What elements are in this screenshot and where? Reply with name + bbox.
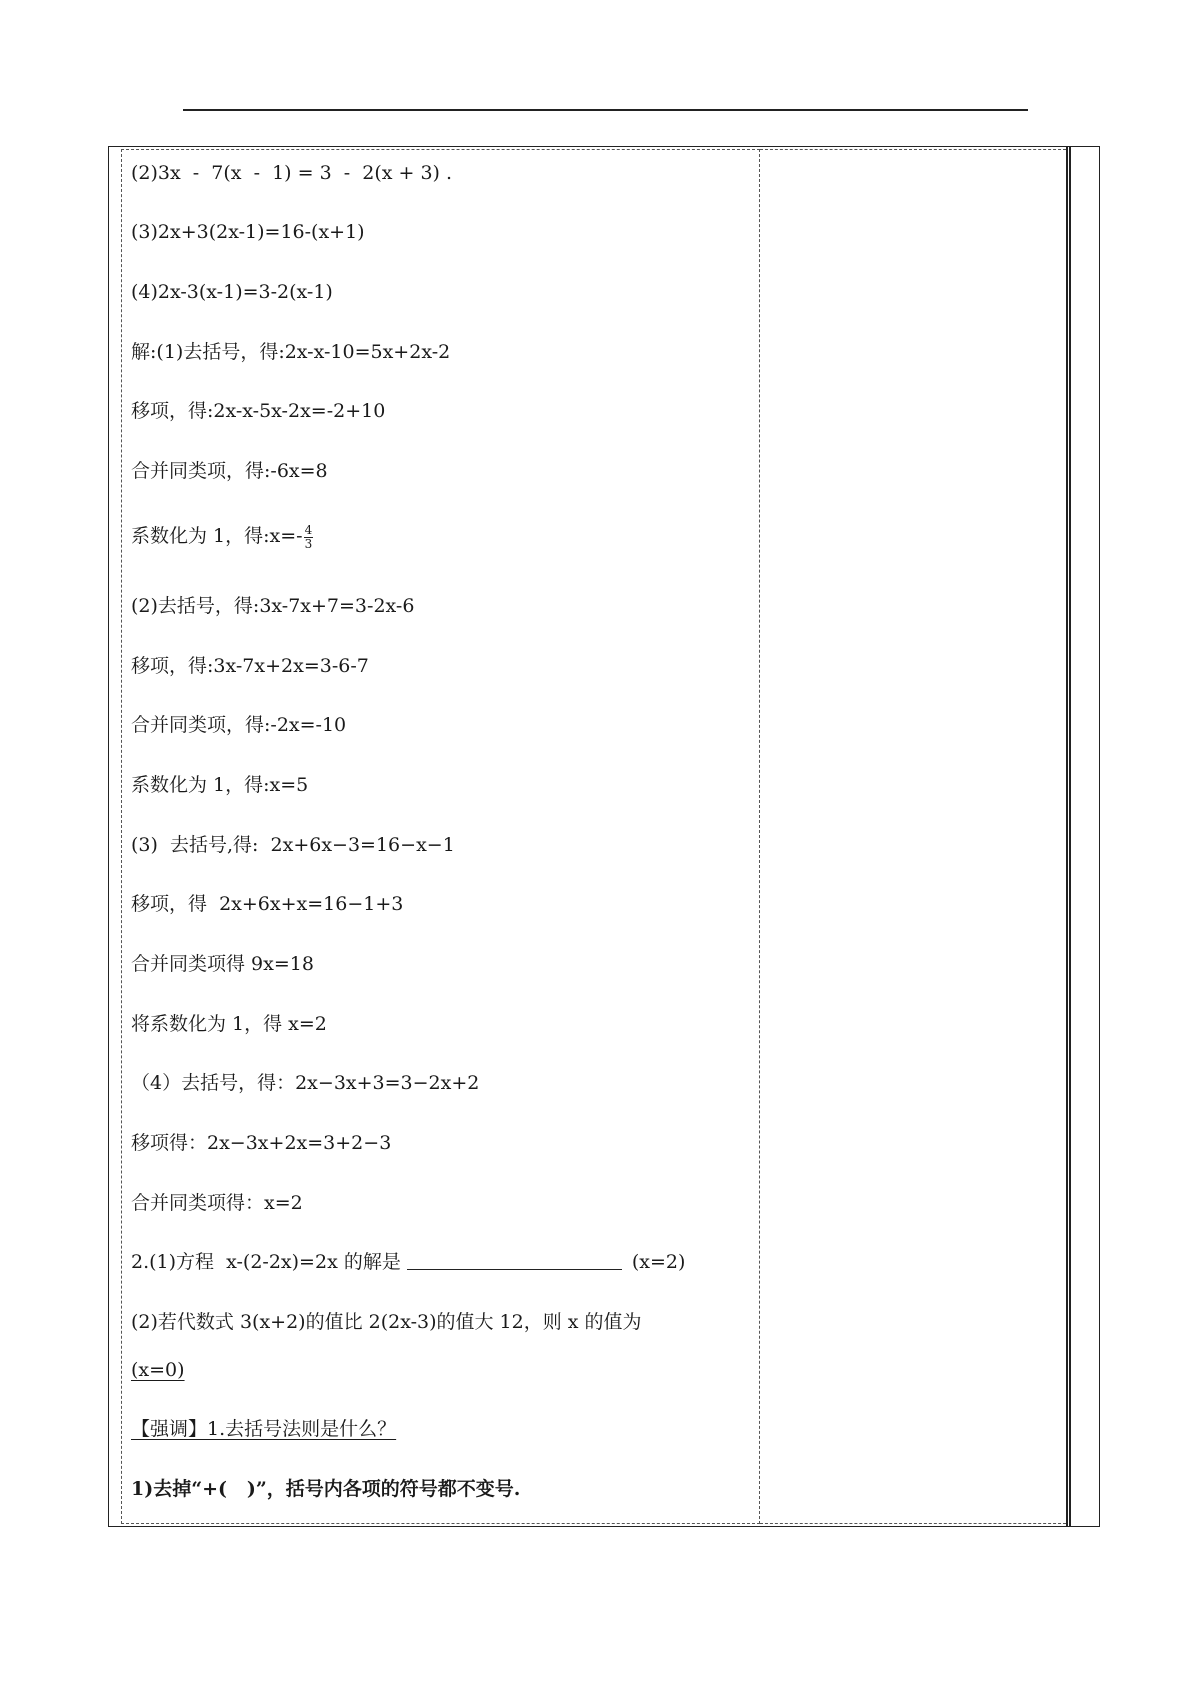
equation-2: (2)3x - 7(x - 1) = 3 - 2(x + 3) . (131, 162, 453, 184)
column-divider-right (1069, 146, 1071, 1527)
solution-4-step-3: 合并同类项得：x=2 (131, 1192, 303, 1214)
solution-4-step-1: （4）去括号，得：2x−3x+3=3−2x+2 (131, 1072, 480, 1094)
exercise-2-2-answer: (x=0) (131, 1359, 185, 1381)
solution-1-step-2: 移项，得:2x-x-5x-2x=-2+10 (131, 400, 386, 422)
solution-2-step-3: 合并同类项，得:-2x=-10 (131, 714, 347, 736)
exercise-2-1 (131, 1249, 685, 1275)
fraction (304, 524, 314, 551)
emphasis-heading: 【强调】1.去括号法则是什么？ (131, 1418, 397, 1440)
solution-2-step-1: (2)去括号，得:3x-7x+7=3-2x-6 (131, 595, 415, 617)
fraction-numerator: 4 (304, 522, 313, 537)
header-rule (183, 109, 1028, 111)
solution-1-step-1: 解:(1)去括号，得:2x-x-10=5x+2x-2 (131, 341, 451, 363)
solution-3-step-3: 合并同类项得 9x=18 (131, 953, 314, 975)
solution-3-step-4: 将系数化为 1，得 x=2 (131, 1013, 327, 1035)
solution-2-step-4: 系数化为 1，得:x=5 (131, 774, 309, 796)
solution-4-step-2: 移项得：2x−3x+2x=3+2−3 (131, 1132, 392, 1154)
solution-1-step-3: 合并同类项，得:-6x=8 (131, 460, 328, 482)
exercise-2-1-text: 2.(1)方程 x-(2-2x)=2x 的解是 (131, 1251, 401, 1273)
solution-1-step-4 (131, 523, 313, 551)
equation-3: (3)2x+3(2x-1)=16-(x+1) (131, 221, 365, 243)
solution-2-step-2: 移项，得:3x-7x+2x=3-6-7 (131, 655, 369, 677)
equation-4: (4)2x-3(x-1)=3-2(x-1) (131, 281, 333, 303)
fraction-denominator: 3 (304, 536, 313, 551)
column-divider-left (1066, 146, 1068, 1527)
exercise-2-2: (2)若代数式 3(x+2)的值比 2(2x-3)的值大 12，则 x 的值为 (131, 1311, 642, 1333)
solution-1-step-4-text: 系数化为 1，得:x=- (131, 525, 303, 547)
rule-1: 1)去掉“+( )”，括号内各项的符号都不变号. (131, 1478, 521, 1500)
notes-cell (760, 149, 1066, 1524)
answer-blank (407, 1249, 622, 1270)
exercise-2-1-answer: (x=2) (631, 1251, 686, 1273)
solution-3-step-2: 移项，得 2x+6x+x=16−1+3 (131, 893, 404, 915)
solution-3-step-1: (3) 去括号,得: 2x+6x−3=16−x−1 (131, 834, 455, 856)
